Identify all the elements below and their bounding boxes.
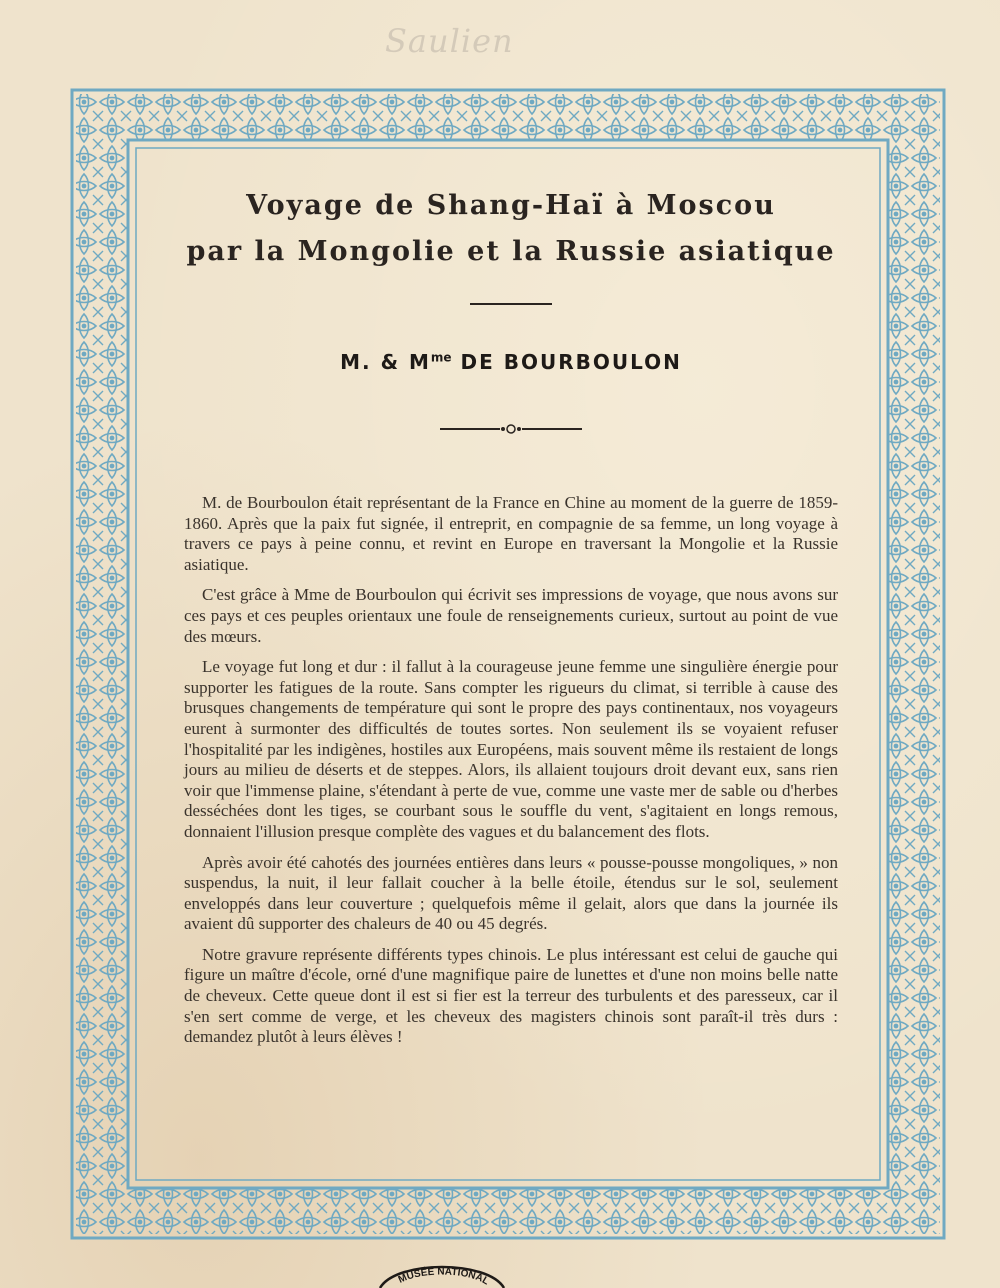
title-divider — [470, 303, 552, 305]
ornamental-frame — [70, 88, 946, 1240]
stamp-text: MUSÉE NATIONAL — [396, 1266, 491, 1288]
handwritten-note: Saulien — [385, 22, 514, 60]
paragraph: Le voyage fut long et dur : il fallut à la courageuse jeune femme une singulière énergie pour supporter les fatigues de la route. Sans compter les rigueurs du climat, si terrible à cause des brusques changements de température qui sont le propre des pays continentaux, nos voyageurs eurent à surmonter des difficultés de toutes sortes. Non seulement ils se voyaient refuser l'hospitalité par les indigènes, hostiles aux Européens, mais souvent même ils restaient de longs jours au milieu de déserts et de steppes. Alors, ils allaient toujours droit devant eux, sans rien voir que l'immense plaine, s'étendant à perte de vue, comme une vaste mer de sable ou d'herbes desséchées dont les tiges, se courbant sous le souffle du vent, s'agitaient en longs remous, donnaient l'illusion presque complète des vagues et du balancement des flots. — [184, 657, 838, 841]
authors-name: DE BOURBOULON — [460, 350, 682, 374]
paragraph: C'est grâce à Mme de Bourboulon qui écrivit ses impressions de voyage, que nous avons sur ces pays et ces peuples orientaux une foule de renseignements curieux, surtout au point de vue des mœurs. — [184, 585, 838, 646]
title-line-2: par la Mongolie et la Russie asiatique — [186, 236, 836, 267]
title-line-1: Voyage de Shang-Haï à Moscou — [246, 190, 776, 221]
text-panel — [134, 148, 888, 1178]
paragraph: M. de Bourboulon était représentant de la France en Chine au moment de la guerre de 1859-1860. Après que la paix fut signée, il entreprit, en compagnie de sa femme, un long voyage à travers ce pays à peine connu, et revint en Europe en traversant la Mongolie et la Russie asiatique. — [184, 493, 838, 574]
authors-superscript: me — [430, 350, 452, 365]
ornament-divider — [436, 422, 586, 436]
svg-text:MUSÉE NATIONAL — [397, 1265, 491, 1287]
museum-stamp — [376, 1256, 508, 1288]
paragraph: Notre gravure représente différents types chinois. Le plus intéressant est celui de gauche qui figure un maître d'école, orné d'une magnifique paire de lunettes et d'une non moins belle natte de cheveux. Cette queue dont il est si fier est la terreur des turbulents et des paresseux, car il s'en sert comme de verge, et les cheveux des magisters chinois sont paraît-il très durs : demandez plutôt à leurs élèves ! — [184, 944, 838, 1047]
authors-prefix: M. & M — [340, 350, 431, 374]
authors-heading — [134, 350, 888, 374]
paragraph: Après avoir été cahotés des journées entières dans leurs « pousse-pousse mongoliques, » non suspendus, la nuit, il leur fallait coucher à la belle étoile, étendus sur le sol, seulement enveloppés dans leur couverture ; quelquefois même il gelait, alors que dans la journée ils avaient dû supporter des chaleurs de 40 ou 45 degrés. — [184, 852, 838, 934]
article-body — [184, 493, 838, 1058]
